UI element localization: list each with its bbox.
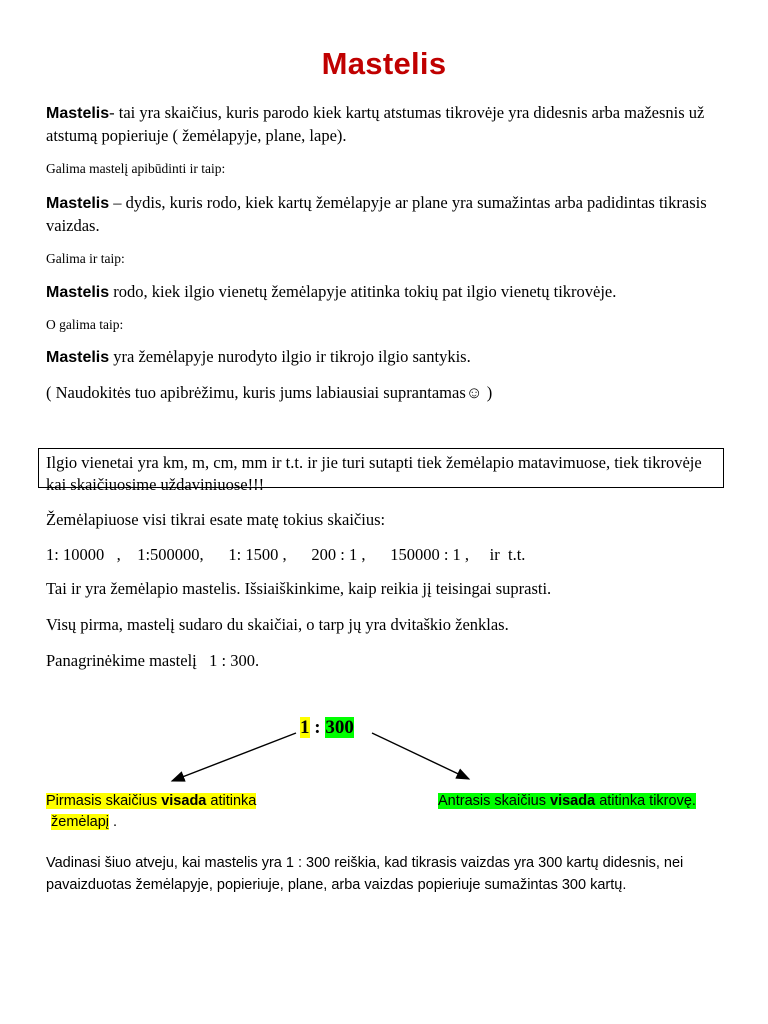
definition-term: Mastelis — [46, 349, 110, 366]
definition-term: Mastelis — [46, 284, 110, 301]
second-number-bold: visada — [550, 793, 596, 809]
arrow-to-reality — [372, 733, 469, 779]
second-number-note — [438, 791, 696, 812]
definition-text: yra žemėlapyje nurodyto ilgio ir tikrojo ilgio santykis. — [109, 347, 471, 366]
first-number-bold: visada — [161, 793, 207, 809]
ratio-reality-number: 300 — [325, 717, 354, 738]
first-number-highlight: Pirmasis skaičius visada atitinka — [46, 793, 257, 809]
second-number-highlight: Antrasis skaičius visada atitinka tikrovę. — [438, 793, 696, 809]
units-note-box: Ilgio vienetai yra km, m, cm, mm ir t.t. ir jie turi sutapti tiek žemėlapio matavimuose, tiek tikrovėje kai skaičiuosime uždaviniuose!!! — [38, 448, 724, 488]
note-2: Galima ir taip: — [46, 251, 125, 266]
scale-structure: Visų pirma, mastelį sudaro du skaičiai, o tarp jų yra dvitaškio ženklas. — [46, 615, 509, 634]
definition-text: rodo, kiek ilgio vienetų žemėlapyje atitinka tokių pat ilgio vienetų tikrovėje. — [109, 282, 617, 301]
definition-text: - tai yra skaičius, kuris parodo kiek kartų atstumas tikrovėje yra didesnis arba mažesnis už atstumą popieriuje ( žemėlapyje, plane, lape). — [46, 103, 705, 145]
definition-term: Mastelis — [46, 105, 110, 122]
definition-term: Mastelis — [46, 195, 110, 212]
scale-explanation: Tai ir yra žemėlapio mastelis. Išsiaiškinkime, kaip reikia jį teisingai suprasti. — [46, 579, 552, 598]
page-title: Mastelis — [321, 46, 447, 81]
advice-text: ( Naudokitės tuo apibrėžimu, kuris jums labiausiai suprantamas☺ ) — [46, 383, 493, 402]
first-number-line2: žemėlapį — [51, 814, 110, 830]
ratio-map-number: 1 — [300, 717, 310, 738]
scale-analysis: Panagrinėkime mastelį 1 : 300. — [46, 651, 260, 670]
note-3: O galima taip: — [46, 317, 124, 332]
arrow-to-map — [172, 733, 296, 781]
first-number-note: Pirmasis skaičius visada atitinka žemėlapį . — [46, 793, 257, 830]
definition-text: – dydis, kuris rodo, kiek kartų žemėlapyje ar plane yra sumažintas arba padidintas tikrasis vaizdas. — [46, 193, 707, 235]
maps-intro: Žemėlapiuose visi tikrai esate matę tokius skaičius: — [46, 510, 386, 529]
note-1: Galima mastelį apibūdinti ir taip: — [46, 161, 226, 176]
scale-examples: 1: 10000 , 1:500000, 1: 1500 , 200 : 1 , 150000 : 1 , ir t.t. — [46, 545, 526, 564]
ratio-separator: : — [309, 717, 326, 738]
conclusion-text: Vadinasi šiuo atveju, kai mastelis yra 1 : 300 reiškia, kad tikrasis vaizdas yra 300 kartų didesnis, nei pavaizduotas žemėlapyje, popieriuje, plane, arba vaizdas popieriuje sumažintas 300 kartų. — [46, 855, 684, 893]
